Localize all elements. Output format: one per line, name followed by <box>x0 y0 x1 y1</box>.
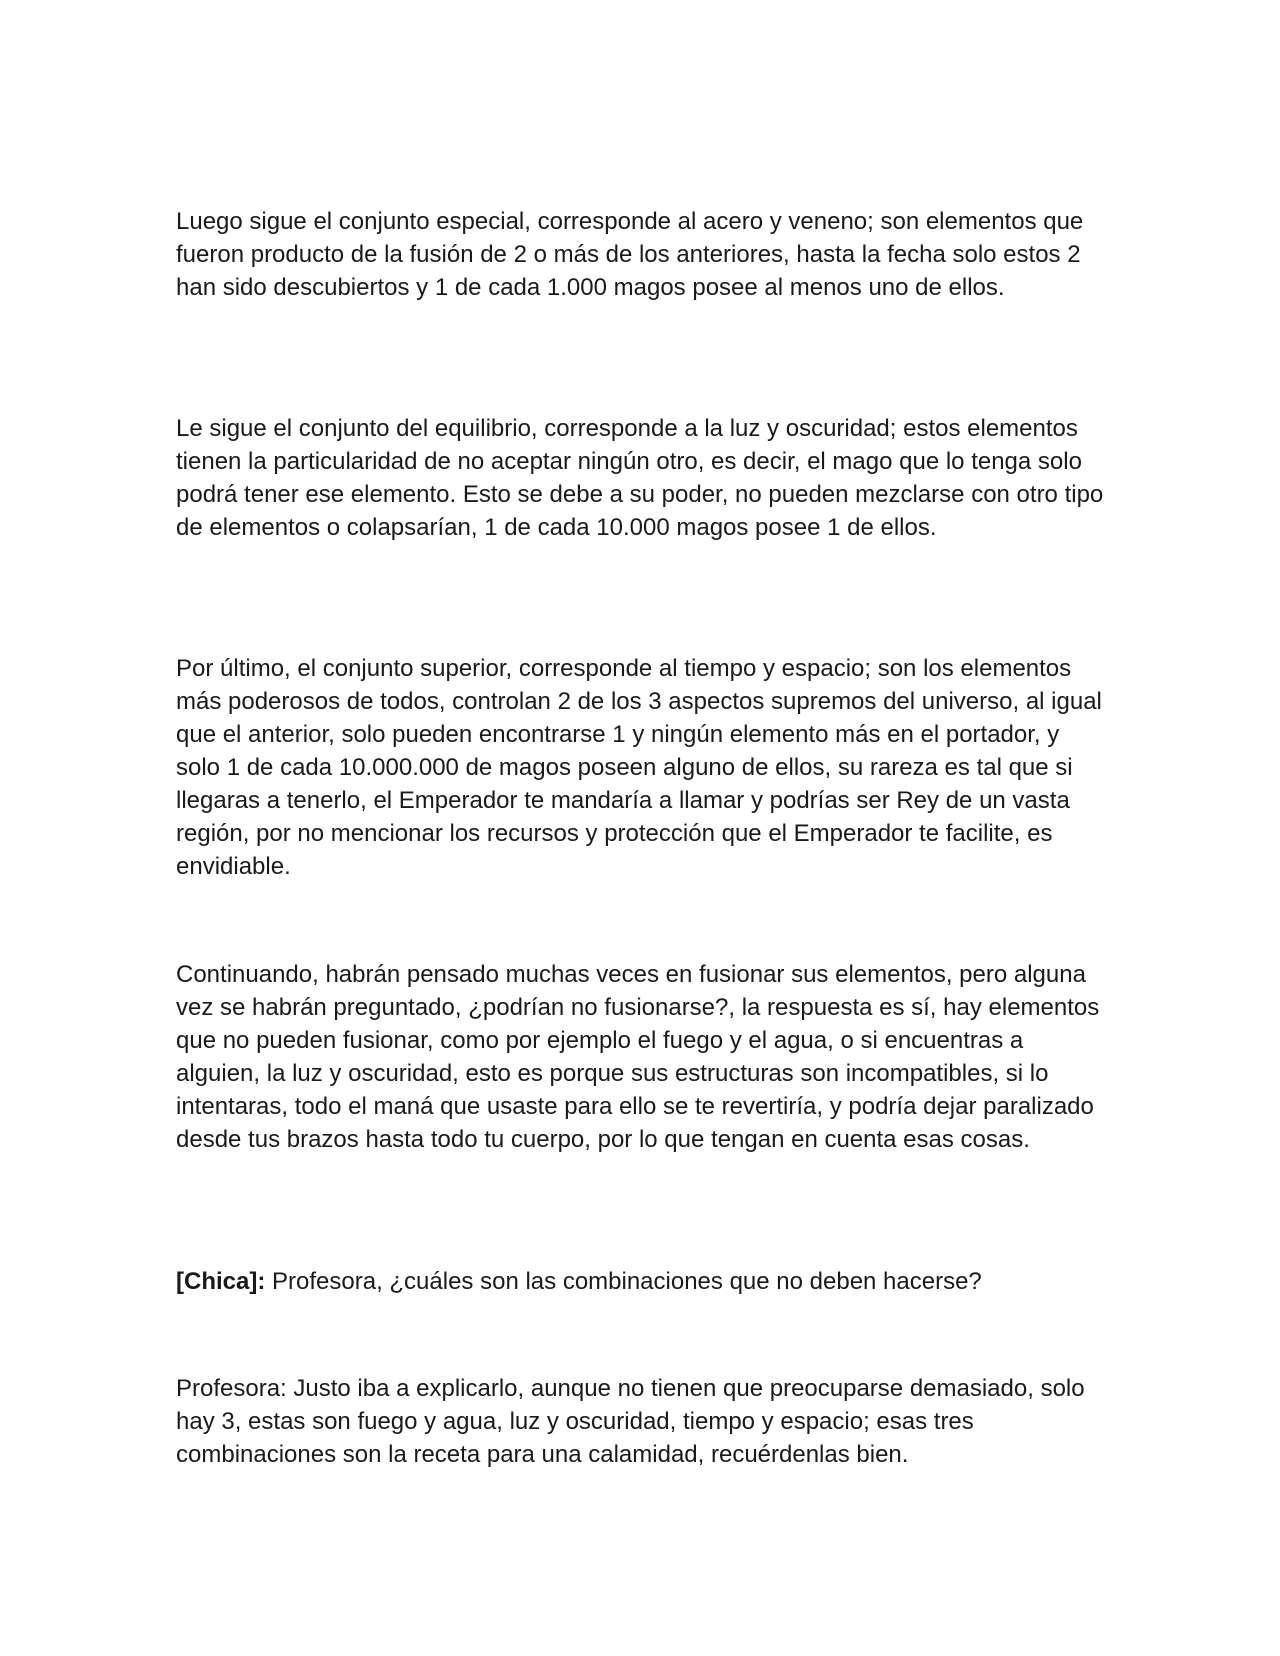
paragraph-superior-set: Por último, el conjunto superior, corresponde al tiempo y espacio; son los elementos más poderosos de todos, controlan 2 de los 3 aspectos supremos del universo, al igual que el anterior, solo pueden encontrarse 1 y ningún elemento más en el portador, y solo 1 de cada 10.000.000 de magos poseen alguno de ellos, su rareza es tal que si llegaras a tenerlo, el Emperador te mandaría a llamar y podrías ser Rey de un vasta región, por no mencionar los recursos y protección que el Emperador te facilite, es envidiable. <box>176 655 1102 880</box>
dialogue-text: Profesora, ¿cuáles son las combinaciones que no deben hacerse? <box>265 1268 982 1295</box>
paragraph-special-set: Luego sigue el conjunto especial, corresponde al acero y veneno; son elementos que fueron producto de la fusión de 2 o más de los anteriores, hasta la fecha solo estos 2 han sido descubiertos y 1 de cada 1.000 magos posee al menos uno de ellos. <box>176 208 1084 301</box>
dialogue-line <box>176 1265 1106 1298</box>
paragraph-balance-set: Le sigue el conjunto del equilibrio, corresponde a la luz y oscuridad; estos elementos tienen la particularidad de no aceptar ningún otro, es decir, el mago que lo tenga solo podrá tener ese elemento. Esto se debe a su poder, no pueden mezclarse con otro tipo de elementos o colapsarían, 1 de cada 10.000 magos posee 1 de ellos. <box>176 415 1104 541</box>
paragraph-professor-answer: Profesora: Justo iba a explicarlo, aunque no tienen que preocuparse demasiado, solo hay 3, estas son fuego y agua, luz y oscuridad, tiempo y espacio; esas tres combinaciones son la receta para una calamidad, recuérdenlas bien. <box>176 1375 1085 1468</box>
paragraph-fusion-warning: Continuando, habrán pensado muchas veces en fusionar sus elementos, pero alguna vez se habrán preguntado, ¿podrían no fusionarse?, la respuesta es sí, hay elementos que no pueden fusionar, como por ejemplo el fuego y el agua, o si encuentras a alguien, la luz y oscuridad, esto es porque sus estructuras son incompatibles, si lo intentaras, todo el maná que usaste para ello se te revertiría, y podría dejar paralizado desde tus brazos hasta todo tu cuerpo, por lo que tengan en cuenta esas cosas. <box>176 961 1100 1153</box>
dialogue-speaker: [Chica]: <box>176 1268 266 1295</box>
